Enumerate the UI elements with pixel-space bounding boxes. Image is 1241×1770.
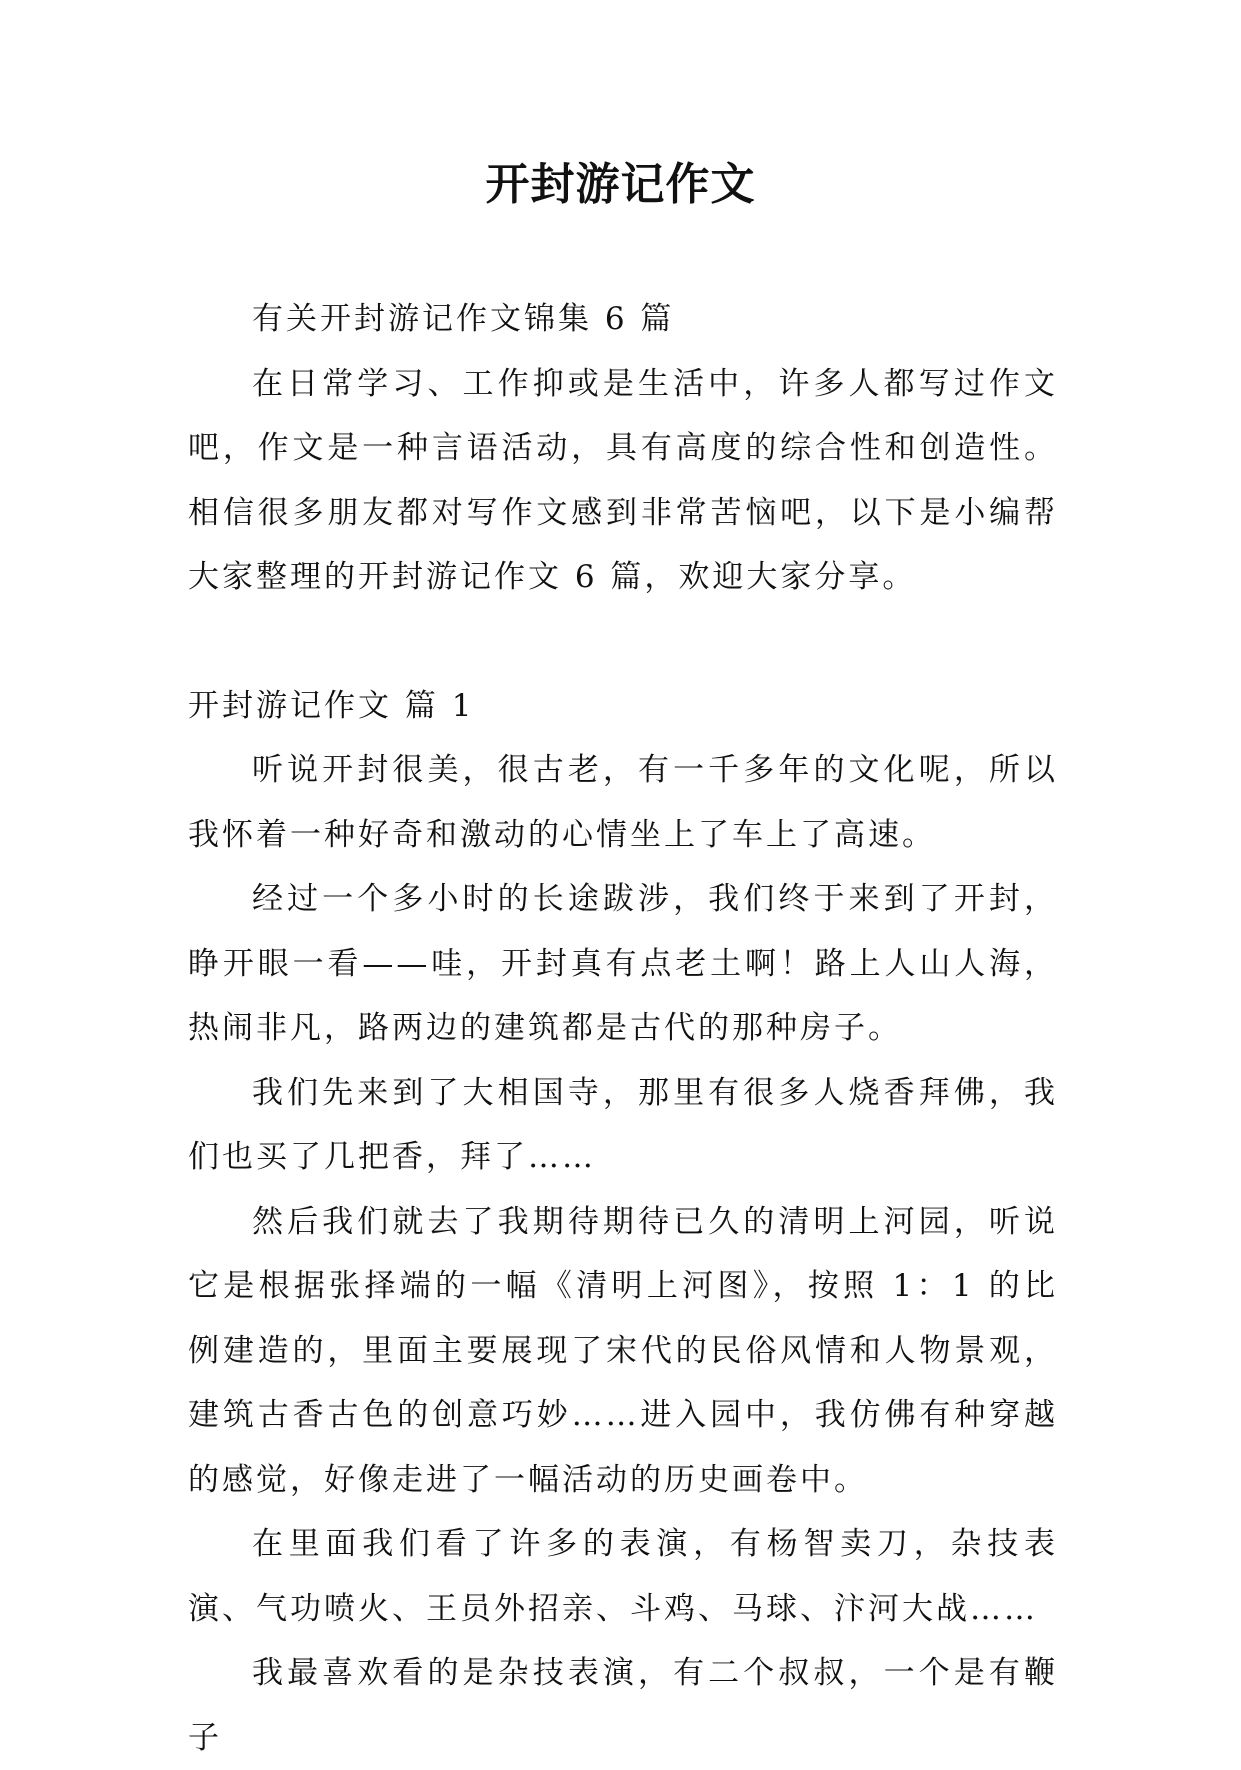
- section-heading: 开封游记作文 篇 1: [188, 687, 475, 724]
- intro-paragraph: 在日常学习、工作抑或是生活中，许多人都写过作文吧，作文是一种言语活动，具有高度的综合性和创造性。相信很多朋友都对写作文感到非常苦恼吧，以下是小编帮大家整理的开封游记作文 6 篇，欢迎大家分享。: [188, 365, 1058, 595]
- section-spacer: [188, 610, 1058, 674]
- body-paragraph: 我最喜欢看的是杂技表演，有二个叔叔，一个是有鞭子: [188, 1655, 1058, 1756]
- body-paragraph: 听说开封很美，很古老，有一千多年的文化呢，所以我怀着一种好奇和激动的心情坐上了车上了高速。: [188, 752, 1058, 853]
- document-body: [188, 287, 1058, 1770]
- document-title: 开封游记作文: [485, 159, 756, 210]
- intro-subtitle: 有关开封游记作文锦集 6 篇: [252, 301, 675, 337]
- body-paragraph: 然后我们就去了我期待期待已久的清明上河园，听说它是根据张择端的一幅《清明上河图》，按照 1：1 的比例建造的，里面主要展现了宋代的民俗风情和人物景观，建筑古香古色的创意巧妙……进入园中，我仿佛有种穿越的感觉，好像走进了一幅活动的历史画卷中。: [188, 1203, 1058, 1498]
- body-paragraph: 经过一个多小时的长途跋涉，我们终于来到了开封，睁开眼一看——哇，开封真有点老土啊！路上人山人海，热闹非凡，路两边的建筑都是古代的那种房子。: [188, 881, 1058, 1046]
- body-paragraph: 在里面我们看了许多的表演，有杨智卖刀，杂技表演、气功喷火、王员外招亲、斗鸡、马球、汴河大战……: [188, 1526, 1058, 1627]
- body-paragraph: 我们先来到了大相国寺，那里有很多人烧香拜佛，我们也买了几把香，拜了……: [188, 1074, 1058, 1175]
